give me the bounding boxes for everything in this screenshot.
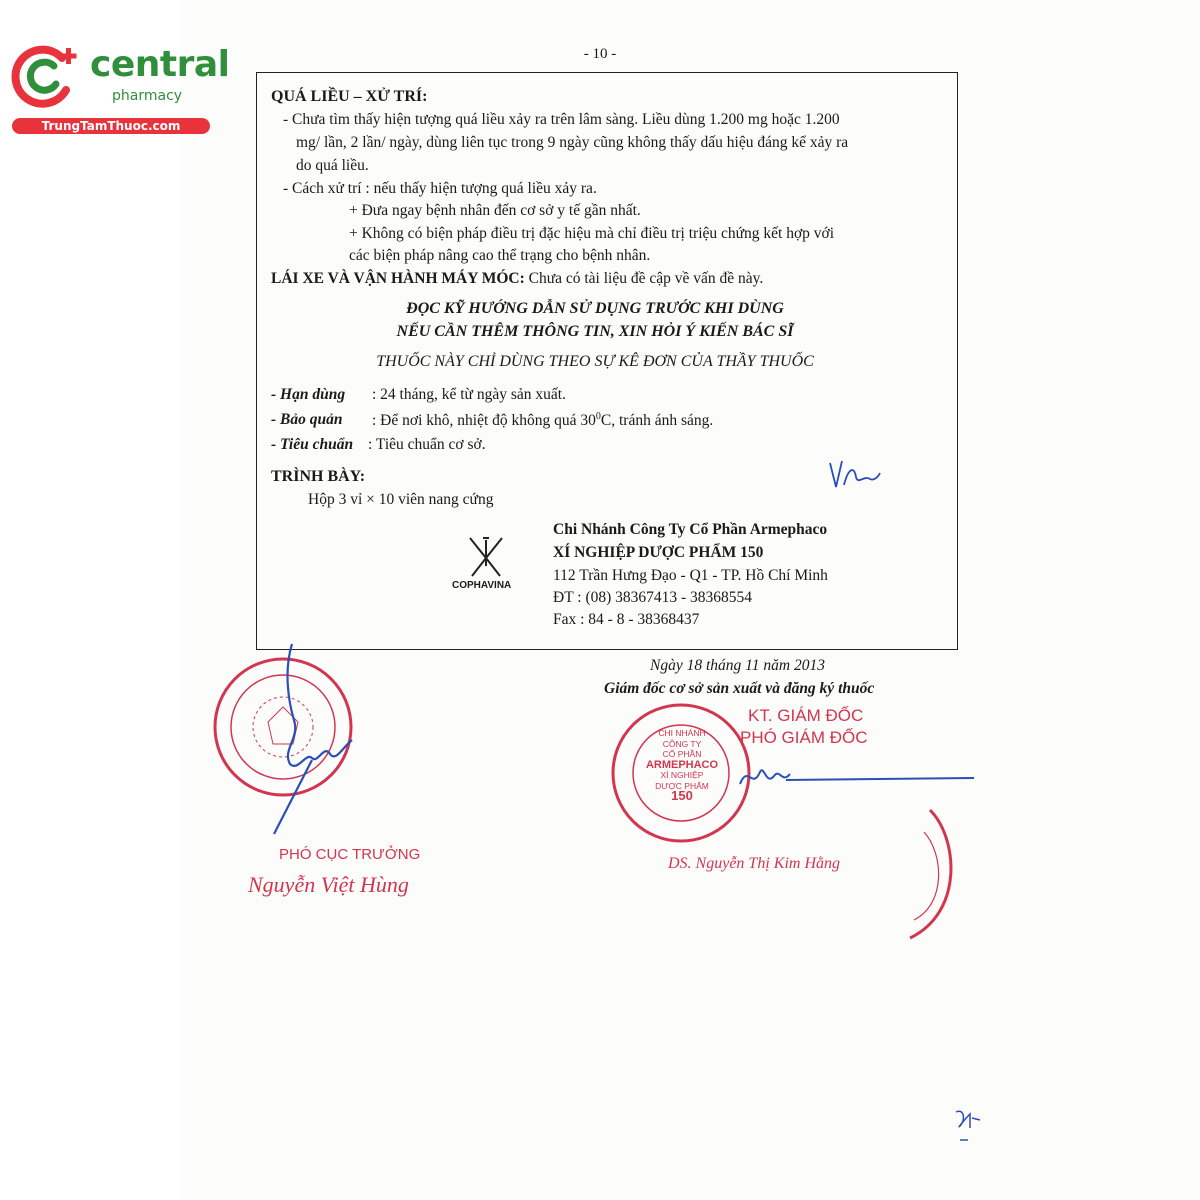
standard-label: - Tiêu chuẩn [271, 436, 354, 453]
overdose-line-2: mg/ lần, 2 lần/ ngày, dùng liên tục trong 9 ngày cũng không thấy dấu hiệu đáng kể xảy ra [296, 134, 849, 151]
driving-text: Chưa có tài liệu đề cập về vấn đề này. [528, 270, 764, 287]
cophavina-logo-text: COPHAVINA [452, 580, 512, 591]
seal-line: DƯỢC PHẨM [655, 780, 709, 791]
overdose-line-3: do quá liều. [296, 157, 369, 174]
standard-value: : Tiêu chuẩn cơ sở. [368, 436, 486, 453]
company-name: Chi Nhánh Công Ty Cổ Phần Armephaco [553, 521, 828, 538]
signoff-date: Ngày 18 tháng 11 năm 2013 [650, 657, 825, 674]
central-pharmacy-logo [10, 38, 230, 138]
pharmacy-cross-icon [10, 38, 85, 113]
seal-line: XÍ NGHIỆP [660, 770, 704, 780]
storage-text: : Để nơi khô, nhiệt độ không quá 30 [372, 412, 596, 430]
driving-line [271, 270, 763, 288]
driving-heading: LÁI XE VÀ VẬN HÀNH MÁY MÓC: [271, 270, 525, 287]
left-signer-name: Nguyễn Việt Hùng [248, 872, 409, 897]
storage-value [372, 411, 713, 430]
seal-line: CỔ PHẦN [662, 749, 702, 759]
storage-tail: C, tránh ánh sáng. [600, 412, 714, 430]
page-number: - 10 - [583, 46, 617, 62]
kt-director: KT. GIÁM ĐỐC [748, 706, 864, 725]
signoff-title: Giám đốc cơ sở sản xuất và đăng ký thuốc [604, 680, 875, 697]
deputy-director-signature [730, 750, 980, 810]
treatment-sub-1: + Đưa ngay bệnh nhân đến cơ sở y tế gần nhất. [349, 202, 641, 219]
overdose-heading: QUÁ LIỀU – XỬ TRÍ: [271, 88, 428, 105]
company-address: 112 Trần Hưng Đạo - Q1 - TP. Hồ Chí Minh [553, 567, 828, 584]
shelf-life-value: : 24 tháng, kể từ ngày sản xuất. [372, 386, 566, 403]
warning-ask-doctor: NẾU CẦN THÊM THÔNG TIN, XIN HỎI Ý KIẾN BÁC SĨ [396, 323, 794, 340]
warning-read-instructions: ĐỌC KỸ HƯỚNG DẪN SỬ DỤNG TRƯỚC KHI DÙNG [406, 300, 784, 317]
brand-name: central [90, 44, 230, 85]
warning-prescription-only: THUỐC NÀY CHỈ DÙNG THEO SỰ KÊ ĐƠN CỦA THẦY THUỐC [376, 353, 814, 370]
company-phone: ĐT : (08) 38367413 - 38368554 [553, 589, 753, 606]
partial-seal-stamp [906, 808, 966, 942]
presentation-heading: TRÌNH BÀY: [271, 468, 366, 485]
seal-line: 150 [671, 788, 693, 803]
left-signer-role: PHÓ CỤC TRƯỞNG [279, 846, 421, 863]
deputy-director: PHÓ GIÁM ĐỐC [740, 728, 868, 747]
brand-tagline: pharmacy [112, 88, 183, 104]
cophavina-logo-icon [466, 536, 506, 578]
seal-text [640, 728, 724, 802]
overdose-line-1: - Chưa tìm thấy hiện tượng quá liều xảy ra trên lâm sàng. Liều dùng 1.200 mg hoặc 1.200 [283, 111, 840, 128]
corner-initials [952, 1106, 982, 1146]
initials-signature [826, 455, 882, 495]
shelf-life-label: - Hạn dùng [271, 386, 346, 403]
treatment-line: - Cách xử trí : nếu thấy hiện tượng quá liều xảy ra. [283, 180, 597, 197]
factory-name: XÍ NGHIỆP DƯỢC PHẨM 150 [553, 544, 764, 561]
storage-degree: 0 [595, 411, 601, 422]
right-signer-name: DS. Nguyễn Thị Kim Hằng [668, 855, 840, 872]
vice-director-signature [262, 640, 362, 840]
treatment-sub-2-line-1: + Không có biện pháp điều trị đặc hiệu mà chỉ điều trị triệu chứng kết hợp với [349, 225, 835, 242]
seal-line: CHI NHÁNH [658, 728, 706, 738]
seal-line: CÔNG TY [662, 738, 702, 749]
brand-site: TrungTamThuoc.com [12, 118, 210, 134]
presentation-text: Hộp 3 vỉ × 10 viên nang cứng [308, 491, 494, 508]
treatment-sub-2-line-2: các biện pháp nâng cao thể trạng cho bệnh nhân. [349, 247, 651, 264]
storage-label: - Bảo quản [271, 411, 343, 428]
seal-line: ARMEPHACO [645, 758, 719, 771]
company-fax: Fax : 84 - 8 - 38368437 [553, 611, 700, 628]
